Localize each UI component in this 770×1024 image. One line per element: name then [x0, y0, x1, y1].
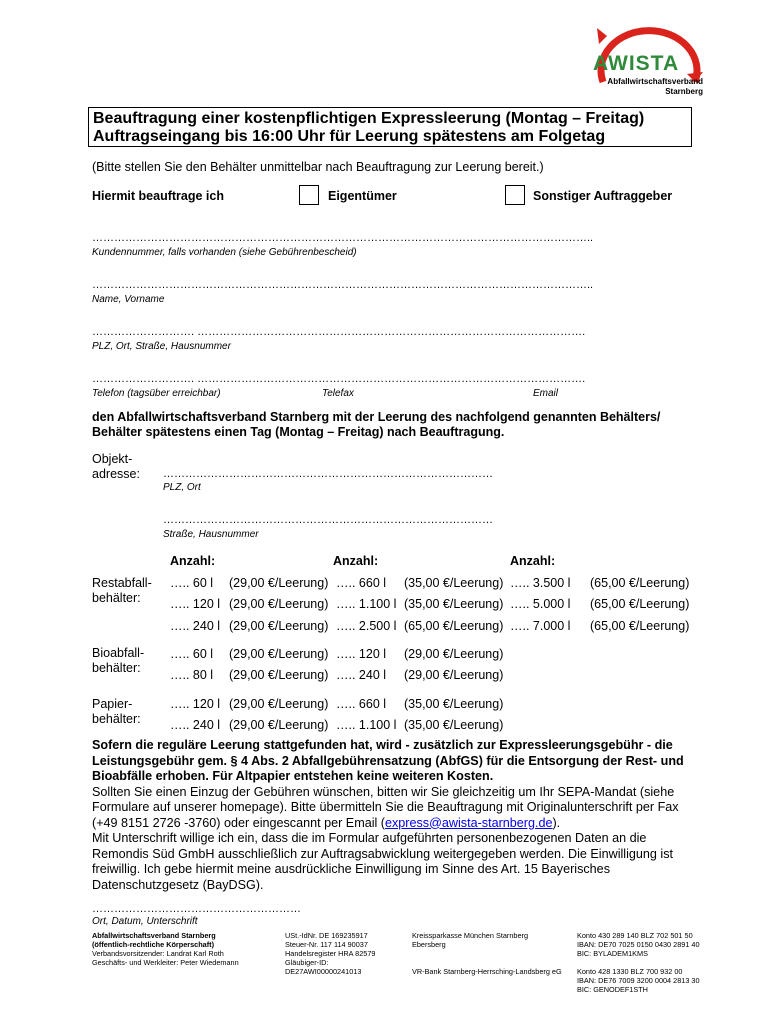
table-cell: (29,00 €/Leerung): [229, 619, 329, 633]
table-cell: (29,00 €/Leerung): [229, 647, 329, 661]
bio-waste-label: Bioabfall- behälter:: [92, 646, 145, 675]
table-cell: (29,00 €/Leerung): [229, 697, 329, 711]
table-cell: (29,00 €/Leerung): [404, 647, 504, 661]
address-field[interactable]: ………………………. …………………………………………………………………………………………….: [92, 326, 586, 338]
customer-number-label: Kundennummer, falls vorhanden (siehe Gebührenbescheid): [92, 247, 357, 258]
table-cell[interactable]: ….. 120 l: [170, 697, 221, 711]
email-link[interactable]: express@awista-starnberg.de: [385, 815, 553, 830]
table-cell[interactable]: ….. 660 l: [336, 697, 387, 711]
signature-field[interactable]: …………………………………………………: [92, 903, 301, 915]
residual-waste-label: Restabfall- behälter:: [92, 576, 152, 605]
table-cell: (29,00 €/Leerung): [229, 597, 329, 611]
footer-bank-1: Kreissparkasse München Starnberg Ebersberg: [412, 931, 528, 949]
table-cell[interactable]: ….. 1.100 l: [336, 597, 397, 611]
table-cell[interactable]: ….. 5.000 l: [510, 597, 571, 611]
name-label: Name, Vorname: [92, 294, 165, 305]
other-client-label: Sonstiger Auftraggeber: [533, 189, 673, 203]
phone-label: Telefon (tagsüber erreichbar): [92, 388, 221, 399]
address-label: PLZ, Ort, Straße, Hausnummer: [92, 341, 231, 352]
table-cell[interactable]: ….. 240 l: [170, 619, 221, 633]
email-label: Email: [533, 388, 559, 399]
name-field[interactable]: ………………………………………………………………………………………………………………………..: [92, 279, 594, 291]
table-cell: (35,00 €/Leerung): [404, 697, 504, 711]
commission-label: Hiermit beauftrage ich: [92, 189, 224, 203]
table-cell[interactable]: ….. 60 l: [170, 647, 214, 661]
table-cell[interactable]: ….. 3.500 l: [510, 576, 571, 590]
table-cell: (65,00 €/Leerung): [590, 576, 690, 590]
table-cell: (29,00 €/Leerung): [229, 668, 329, 682]
footer-account-2: Konto 428 1330 BLZ 700 932 00 IBAN: DE76 7009 3200 0004 2813 30 BIC: GENODEF1STH: [577, 967, 700, 994]
table-cell[interactable]: ….. 2.500 l: [336, 619, 397, 633]
footer-tax: USt.-IdNr. DE 169235917 Steuer-Nr. 117 114 90037 Handelsregister HRA 82579 Gläubiger-ID: DE27AWI00000241013: [285, 931, 376, 976]
sepa-notice: Sollten Sie einen Einzug der Gebühren wünschen, bitten wir Sie gleichzeitig um Ihr SEPA-Mandat (siehe Formulare auf unserer homepage). Bitte übermitteln Sie die Beauftragung mit Originalunterschrift per Fax (+49 8151 2726 -3760) oder eingescannt per Email (express@awista-starnberg.de).: [92, 784, 679, 830]
object-address-label: Objekt- adresse:: [92, 452, 140, 481]
consent-notice: Mit Unterschrift willige ich ein, dass die im Formular aufgeführten personenbezogenen Daten an die Remondis Süd GmbH ausschließlich zur Auftragsabwicklung weitergegeben werden. Die Einwilligung ist freiwillig. Ich gebe hiermit meine ausdrückliche Einwilligung im Sinne des Art. 15 Bayerisches Datenschutzgesetz (BayDSG).: [92, 831, 673, 892]
other-client-checkbox[interactable]: [505, 185, 525, 205]
object-street-label: Straße, Hausnummer: [163, 529, 259, 540]
table-cell: (65,00 €/Leerung): [590, 619, 690, 633]
table-cell[interactable]: ….. 1.100 l: [336, 718, 397, 732]
table-cell: (65,00 €/Leerung): [404, 619, 504, 633]
paper-waste-label: Papier- behälter:: [92, 697, 141, 726]
logo-subtitle: Abfallwirtschaftsverband Starnberg: [607, 77, 703, 96]
table-cell[interactable]: ….. 240 l: [336, 668, 387, 682]
count-header-1: Anzahl:: [170, 554, 216, 568]
footer-organisation: Abfallwirtschaftsverband Starnberg (öffentlich-rechtliche Körperschaft) Verbandsvorsitzender: Landrat Karl Roth Geschäfts- und Werkleiter: Peter Wiedemann: [92, 931, 239, 967]
table-cell: (29,00 €/Leerung): [229, 718, 329, 732]
fax-label: Telefax: [322, 388, 354, 399]
fee-notice-bold: Sofern die reguläre Leerung stattgefunden hat, wird - zusätzlich zur Expressleerungsgebühr - die Leistungsgebühr gem. § 4 Abs. 2 Abfallgebührensatzung (AbfGS) für die Entsorgung der Rest- und Bioabfälle erhoben. Für Altpapier entstehen keine weiteren Kosten.: [92, 738, 684, 783]
logo-wordmark: AWISTA: [593, 52, 680, 75]
table-cell: (35,00 €/Leerung): [404, 576, 504, 590]
table-cell[interactable]: ….. 240 l: [170, 718, 221, 732]
table-cell: (29,00 €/Leerung): [404, 668, 504, 682]
contact-field[interactable]: ………………………. …………………………………………………………………………………………….: [92, 373, 586, 385]
footer-account-1: Konto 430 289 140 BLZ 702 501 50 IBAN: DE70 7025 0150 0430 2891 40 BIC: BYLADEM1KMS: [577, 931, 700, 958]
table-cell: (35,00 €/Leerung): [404, 718, 504, 732]
table-cell[interactable]: ….. 7.000 l: [510, 619, 571, 633]
object-street-field[interactable]: ………………………………………………………………………………: [163, 514, 493, 526]
table-cell: (29,00 €/Leerung): [229, 576, 329, 590]
intro-text: (Bitte stellen Sie den Behälter unmittelbar nach Beauftragung zur Leerung bereit.): [92, 160, 544, 174]
object-plz-field[interactable]: ………………………………………………………………………………: [163, 468, 493, 480]
customer-number-field[interactable]: ………………………………………………………………………………………………………………………..: [92, 232, 594, 244]
table-cell: (65,00 €/Leerung): [590, 597, 690, 611]
form-title: Beauftragung einer kostenpflichtigen Expressleerung (Montag – Freitag) Auftragseingang bis 16:00 Uhr für Leerung spätestens am Folgetag: [88, 107, 692, 147]
count-header-2: Anzahl:: [333, 554, 379, 568]
commission-statement: den Abfallwirtschaftsverband Starnberg mit der Leerung des nachfolgend genannten Behälters/ Behälter spätestens einen Tag (Montag – Freitag) nach Beauftragung.: [92, 410, 661, 439]
count-header-3: Anzahl:: [510, 554, 556, 568]
table-cell[interactable]: ….. 660 l: [336, 576, 387, 590]
owner-checkbox[interactable]: [299, 185, 319, 205]
footer-bank-2: VR-Bank Starnberg-Herrsching-Landsberg eG: [412, 967, 562, 976]
table-cell[interactable]: ….. 120 l: [336, 647, 387, 661]
table-cell: (35,00 €/Leerung): [404, 597, 504, 611]
table-cell[interactable]: ….. 80 l: [170, 668, 214, 682]
table-cell[interactable]: ….. 60 l: [170, 576, 214, 590]
object-plz-label: PLZ, Ort: [163, 482, 201, 493]
fee-notice: [92, 738, 692, 893]
owner-label: Eigentümer: [328, 189, 397, 203]
table-cell[interactable]: ….. 120 l: [170, 597, 221, 611]
signature-label: Ort, Datum, Unterschrift: [92, 916, 198, 927]
